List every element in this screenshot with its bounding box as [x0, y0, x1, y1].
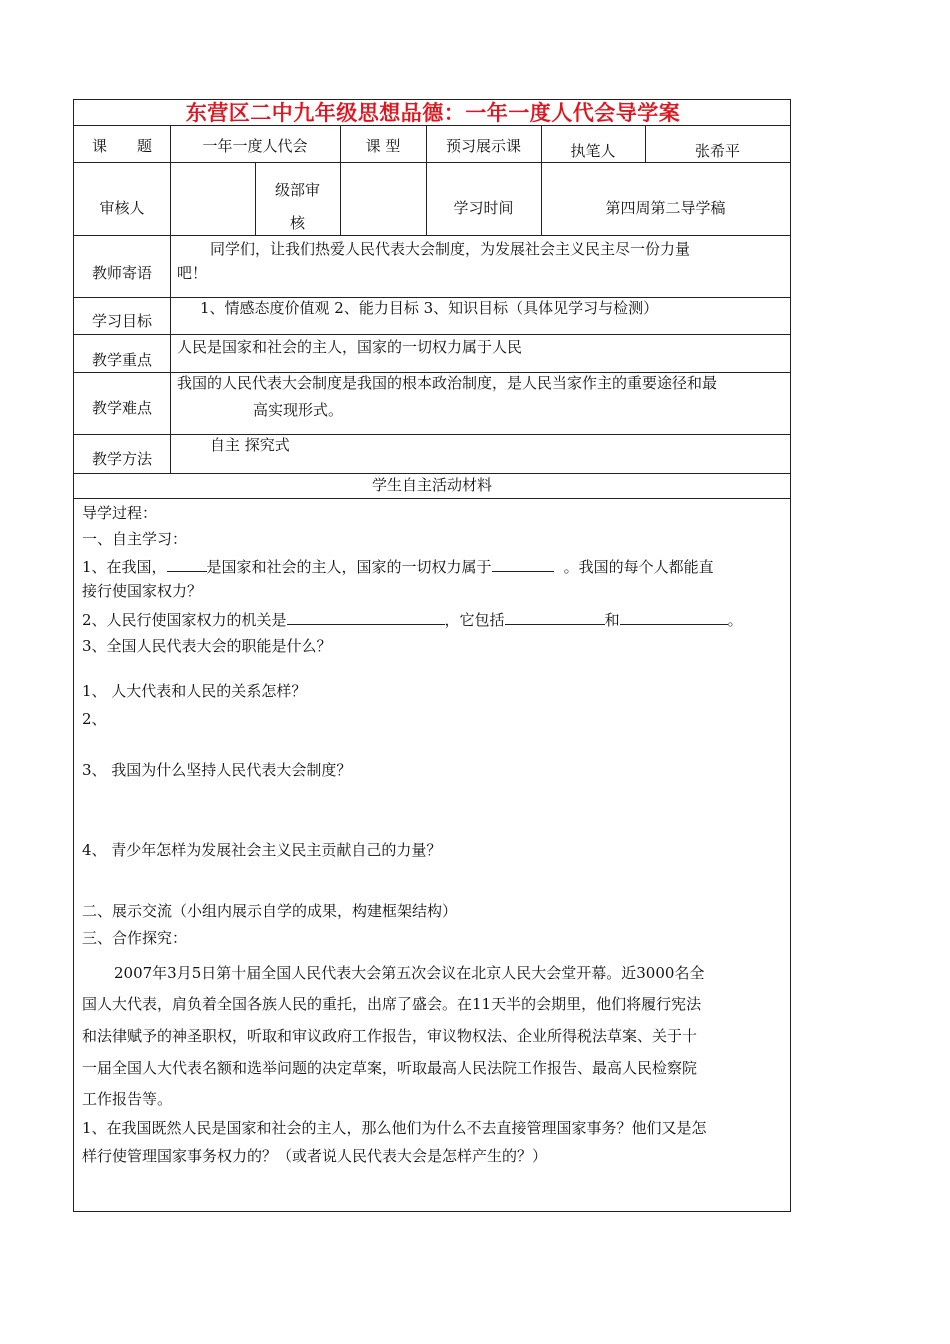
question-1-line-2: 接行使国家权力？ [82, 582, 203, 600]
study-time-value: 第四周第二导学稿 [605, 199, 726, 217]
final-question: 1、在我国既然人民是国家和社会的主人，那么他们为什么不去直接管理国家事务？他们又是怎 [82, 1119, 707, 1137]
row-divider [74, 125, 790, 126]
question-2-text-a: 2、人民行使国家权力的机关是 [82, 611, 287, 629]
difficult-point-text-2: 高实现形式。 [253, 401, 344, 419]
material-line: 国人大代表，肩负着全国各族人民的重托，出席了盛会。在11天半的会期里，他们将履行宪法 [82, 995, 702, 1013]
reviewer-label: 审核人 [99, 199, 145, 217]
grade-review-label-2: 核 [289, 214, 305, 232]
author-label: 执笔人 [570, 142, 616, 160]
final-question-line-2: 样行使管理国家事务权力的？（或者说人民代表大会是怎样产生的？） [82, 1147, 548, 1165]
question-1 [82, 555, 784, 578]
sub-question-3: 3、 我国为什么坚持人民代表大会制度？ [82, 761, 352, 779]
material-line: 一届全国人大代表名额和选举问题的决定草案，听取最高人民法院工作报告、最高人民检察院 [82, 1059, 698, 1077]
part1-title: 一、自主学习： [82, 530, 188, 548]
method-text: 自主 探究式 [210, 436, 290, 454]
answer-blank[interactable] [620, 608, 728, 625]
difficult-point-text: 我国的人民代表大会制度是我国的根本政治制度，是人民当家作主的重要途径和最 [177, 374, 718, 392]
material-line: 2007年3月5日第十届全国人民代表大会第五次会议在北京人民大会堂开幕。近3000名全 [114, 964, 705, 982]
sub-question-1: 1、 人大代表和人民的关系怎样？ [82, 682, 307, 700]
sub-question-2: 2、 [82, 710, 107, 728]
material-line: 工作报告等。 [82, 1090, 173, 1108]
topic-label: 课 题 [91, 137, 152, 155]
difficult-point-label: 教学难点 [91, 399, 152, 417]
row-divider [74, 434, 790, 435]
learning-goals-label: 学习目标 [91, 312, 152, 330]
learning-goals-text: 1、情感态度价值观 2、能力目标 3、知识目标（具体见学习与检测） [200, 299, 659, 317]
question-1-text-a: 1、在我国， [82, 558, 167, 576]
study-time-label: 学习时间 [453, 199, 514, 217]
col-divider [170, 235, 171, 473]
question-2-text-d: 。 [727, 611, 743, 629]
process-title: 导学过程： [82, 504, 158, 522]
grade-review-label: 级部审 [274, 181, 320, 199]
document-title: 东营区二中九年级思想品德：一年一度人代会导学案 [185, 100, 681, 125]
row-divider [74, 235, 790, 236]
sub-question-4: 4、 青少年怎样为发展社会主义民主贡献自己的力量？ [82, 841, 442, 859]
question-2-text-c: 和 [604, 611, 620, 629]
material-line: 和法律赋予的神圣职权，听取和审议政府工作报告，审议物权法、企业所得税法草案、关于十 [82, 1027, 698, 1045]
question-1-text-b: 是国家和社会的主人，国家的一切权力属于 [206, 558, 492, 576]
lesson-plan-table [73, 99, 791, 1212]
teacher-message-label: 教师寄语 [91, 264, 152, 282]
topic-value: 一年一度人代会 [202, 137, 308, 155]
teacher-message-text-2: 吧！ [177, 264, 208, 282]
row-divider [74, 162, 790, 163]
row-divider [74, 498, 790, 499]
answer-blank[interactable] [492, 555, 554, 572]
question-3: 3、全国人民代表大会的职能是什么？ [82, 637, 332, 655]
answer-blank[interactable] [287, 608, 445, 625]
teacher-message-text: 同学们，让我们热爱人民代表大会制度，为发展社会主义民主尽一份力量 [210, 240, 691, 258]
row-divider [74, 334, 790, 335]
answer-blank[interactable] [167, 555, 207, 572]
part2-title: 二、展示交流（小组内展示自学的成果，构建框架结构） [82, 902, 458, 920]
type-label: 课 型 [365, 137, 401, 155]
key-point-text: 人民是国家和社会的主人，国家的一切权力属于人民 [177, 338, 523, 356]
section-header: 学生自主活动材料 [371, 476, 492, 494]
question-2-text-b: ，它包括 [444, 611, 505, 629]
question-2 [82, 608, 784, 631]
method-label: 教学方法 [91, 450, 152, 468]
part3-title: 三、合作探究： [82, 929, 188, 947]
answer-blank[interactable] [505, 608, 605, 625]
author-value: 张希平 [694, 142, 740, 160]
key-point-label: 教学重点 [91, 351, 152, 369]
type-value: 预习展示课 [445, 137, 521, 155]
question-1-text-c: 。我国的每个人都能直 [563, 558, 714, 576]
